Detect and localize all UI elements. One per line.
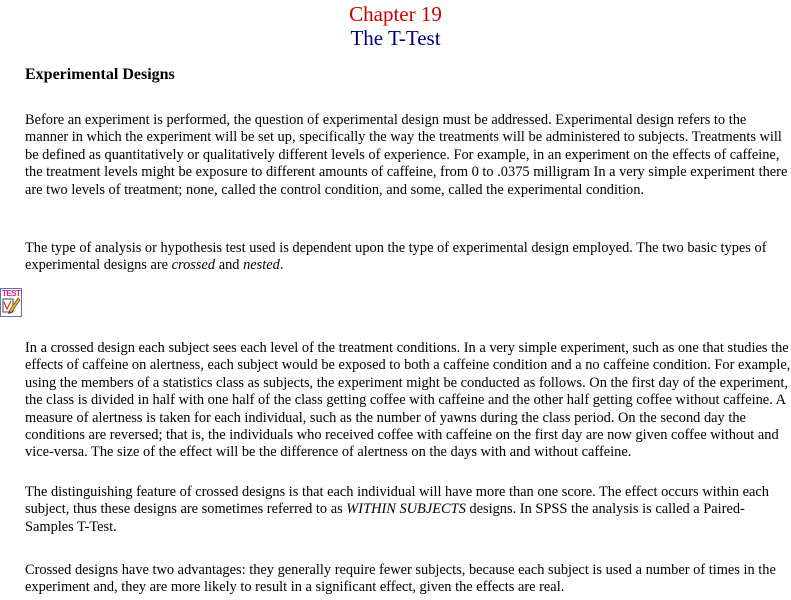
term-within-subjects: WITHIN SUBJECTS [346,501,466,518]
paragraph-design-types [25,240,791,275]
page-title: The T-Test [350,26,441,50]
paragraph-within-subjects [25,484,791,536]
test-label: TEST [2,289,21,298]
pencil-check-icon [1,289,21,316]
section-heading: Experimental Designs [25,66,175,83]
test-icon[interactable] [0,288,22,317]
chapter-number: Chapter 19 [349,2,442,26]
term-crossed: crossed [171,257,216,274]
paragraph-intro: Before an experiment is performed, the question of experimental design must be addressed. Experimental design refers to the manner in which the experiment will be set up, specifically the way the treatments will be administered to subjects. Treatments will be defined as quantitatively or qualitatively different levels of experience. For example, in an experiment on the effects of caffeine, the treatment levels might be exposure to different amounts of caffeine, from 0 to .0375 milligram In a very simple experiment there are two levels of treatment; none, called the control condition, and some, called the experimental condition. [25,112,788,198]
title-block [0,0,791,50]
text: The distinguishing feature of crossed designs is that each individual will have more than one score. The effect occurs within each subject, thus these designs are sometimes referred to as [25,484,769,518]
paragraph-crossed-design: In a crossed design each subject sees each level of the treatment conditions. In a very simple experiment, such as one that studies the effects of caffeine on alertness, each subject would be exposed to both a caffeine condition and a no caffeine condition. For example, using the members of a statistics class as subjects, the experiment might be conducted as follows. On the first day of the experiment, the class is divided in half with one half of the class getting coffee with caffeine and the other half getting coffee without caffeine. A measure of alertness is taken for each individual, such as the number of yawns during the class period. On the second day the conditions are reversed; that is, the individuals who received coffee with caffeine on the first day are now given coffee without and vice-versa. The size of the effect will be the difference of alertness on the days with and without caffeine. [25,340,791,461]
term-nested: nested [243,257,280,274]
text: . [279,257,284,274]
text: designs. In SPSS the analysis is called a Paired-Samples T-Test. [25,501,745,535]
paragraph-advantages: Crossed designs have two advantages: they generally require fewer subjects, because each subject is used a number of times in the experiment and, they are more likely to result in a significant effect, given the effects are real. [25,562,776,596]
text: and [215,257,244,274]
text: The type of analysis or hypothesis test used is dependent upon the type of experimental design employed. The two basic types of experimental designs are [25,240,767,274]
